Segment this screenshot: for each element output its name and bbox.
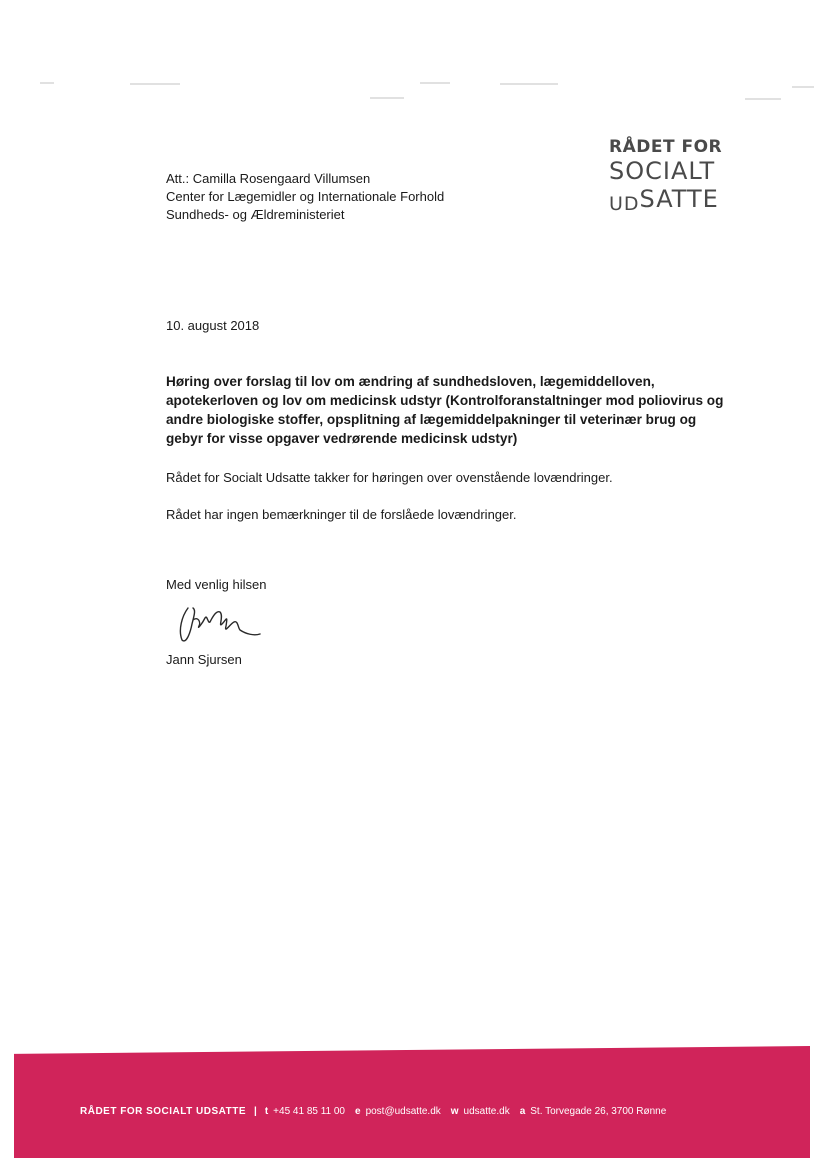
- footer-address: St. Torvegade 26, 3700 Rønne: [530, 1106, 667, 1117]
- logo-line-3a: UD: [609, 193, 640, 215]
- closing-greeting: Med venlig hilsen: [166, 577, 267, 592]
- scan-artifact: [792, 86, 814, 88]
- footer-separator: |: [254, 1106, 257, 1117]
- recipient-att: Att.: Camilla Rosengaard Villumsen: [166, 171, 371, 186]
- recipient-block: [166, 170, 444, 224]
- address-label: a: [519, 1106, 526, 1117]
- scan-artifact: [420, 82, 450, 84]
- body-paragraph-1: Rådet for Socialt Udsatte takker for høringen over ovenstående lovændringer.: [166, 470, 613, 485]
- organization-logo: [609, 137, 722, 219]
- scan-artifact: [745, 98, 781, 100]
- footer-email[interactable]: post@udsatte.dk: [365, 1106, 441, 1117]
- footer-band: [14, 1046, 810, 1158]
- signer-name: Jann Sjursen: [166, 652, 242, 667]
- scan-artifact: [500, 83, 558, 85]
- footer-phone: +45 41 85 11 00: [273, 1106, 345, 1117]
- letter-date: 10. august 2018: [166, 318, 260, 333]
- logo-line-3b: SATTE: [639, 185, 719, 213]
- scan-artifact: [370, 97, 404, 99]
- footer-web[interactable]: udsatte.dk: [463, 1106, 510, 1117]
- footer-contact: [80, 1106, 676, 1117]
- recipient-center: Center for Lægemidler og Internationale Forhold: [166, 189, 445, 204]
- recipient-ministry: Sundheds- og Ældreministeriet: [166, 207, 345, 222]
- phone-label: t: [264, 1106, 269, 1117]
- footer-org-name: RÅDET FOR SOCIALT UDSATTE: [80, 1106, 247, 1117]
- signature: [174, 600, 269, 648]
- scan-artifact: [40, 82, 54, 84]
- body-paragraph-2: Rådet har ingen bemærkninger til de forslåede lovændringer.: [166, 507, 517, 522]
- scan-artifact: [130, 83, 180, 85]
- web-label: w: [450, 1106, 459, 1117]
- logo-line-2: SOCIALT: [609, 157, 716, 185]
- logo-line-3: [609, 185, 722, 219]
- subject-heading: Høring over forslag til lov om ændring af sundhedsloven, lægemiddelloven, apotekerloven og lov om medicinsk udstyr (Kontrolforanstaltninger mod poliovirus og andre biologiske stoffer, opsplitning af lægemiddelpakninger til veterinær brug og gebyr for visse opgaver vedrørende medicinsk udstyr): [166, 374, 724, 446]
- email-label: e: [355, 1106, 361, 1117]
- logo-line-1: RÅDET FOR: [609, 137, 723, 157]
